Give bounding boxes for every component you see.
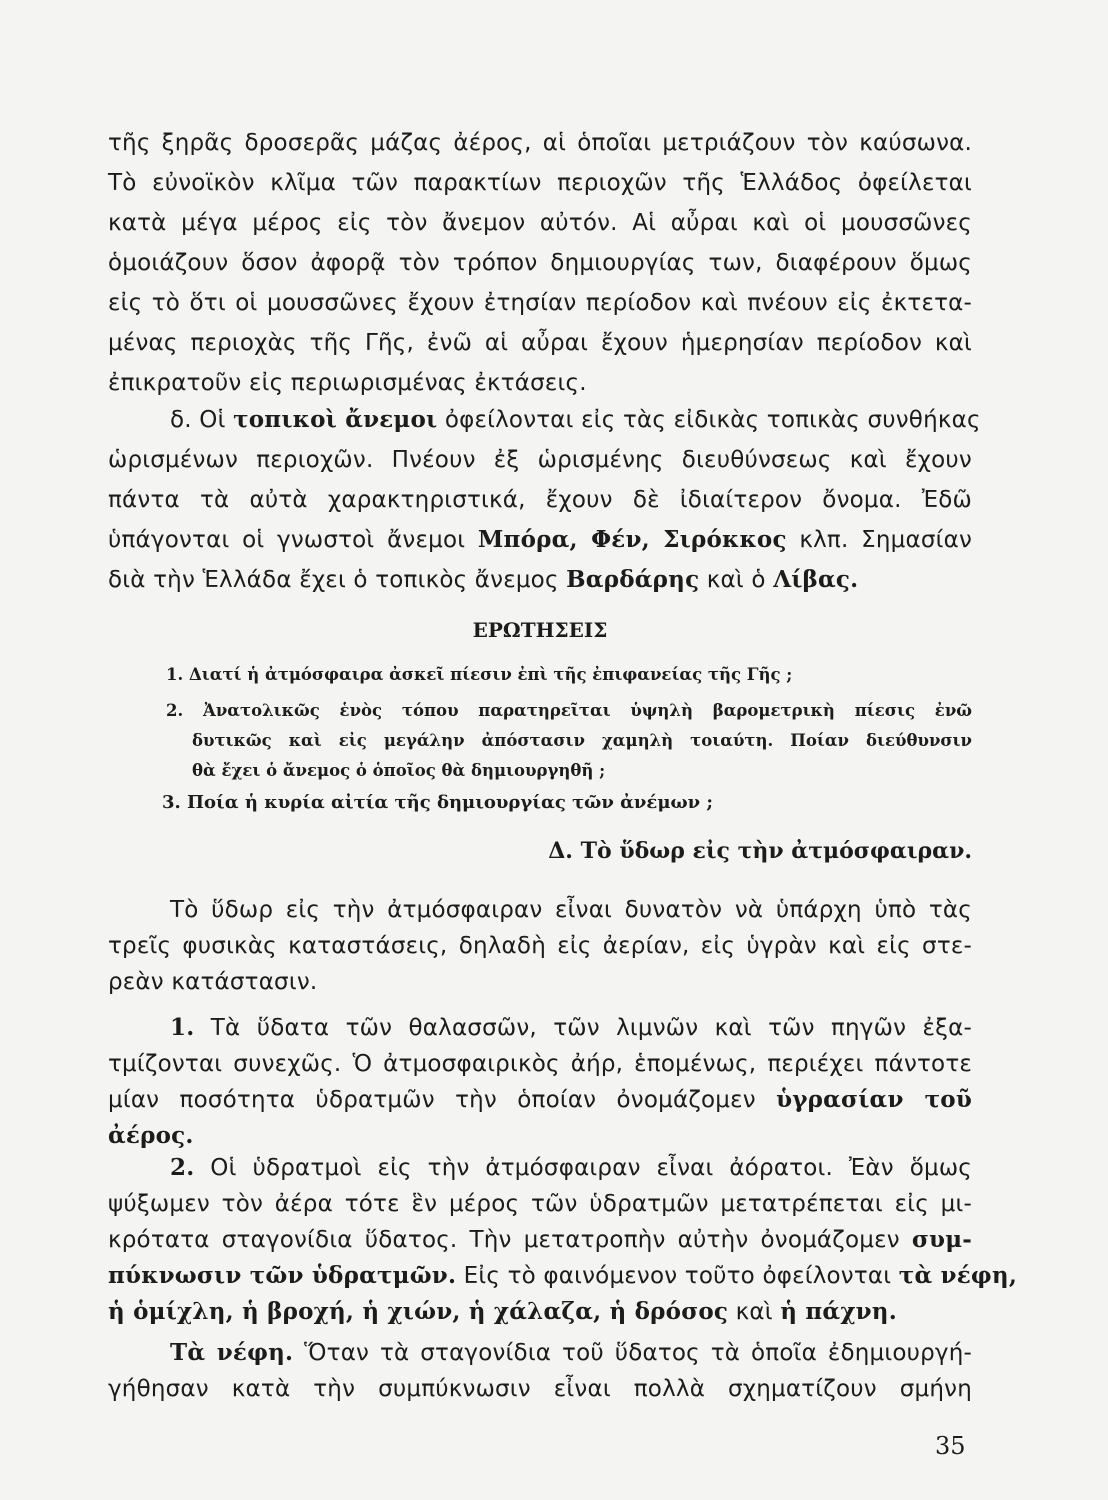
text-run: Οἱ ὑδρατμοὶ εἰς τὴν ἀτμόσφαιραν εἶναι ἀόρατοι. Ἐὰν ὅμως: [194, 1155, 972, 1181]
text-line: [108, 1013, 972, 1043]
bold-term: ἡ πάχνη.: [780, 1298, 897, 1325]
text-run: διὰ τὴν Ἑλλάδα ἔχει ὁ τοπικὸς ἄνεμος: [108, 567, 567, 593]
text-line: ὡρισμένων περιοχῶν. Πνέουν ἐξ ὡρισμένης διευθύνσεως καὶ ἔχουν: [108, 447, 972, 473]
text-run: Τὰ ὕδατα τῶν θαλασσῶν, τῶν λιμνῶν καὶ τῶν πηγῶν ἐξα-: [194, 1015, 972, 1041]
text-run: ὑπάγονται οἱ γνωστοὶ ἄνεμοι: [108, 527, 478, 553]
text-line: Τὸ ὕδωρ εἰς τὴν ἀτμόσφαιραν εἶναι δυνατὸν νὰ ὑπάρχη ὑπὸ τὰς: [170, 897, 972, 923]
section-heading: Δ. Τὸ ὕδωρ εἰς τὴν ἀτμόσφαιραν.: [548, 838, 972, 864]
text-line: ρεὰν κατάστασιν.: [108, 969, 318, 995]
text-line: ἐπικρατοῦν εἰς περιωρισμένας ἐκτάσεις.: [108, 370, 587, 396]
bold-term: Λίβας.: [773, 566, 859, 593]
text-line: τῆς ξηρᾶς δροσερᾶς μάζας ἀέρος, αἱ ὁποῖαι μετριάζουν τὸν καύσωνα.: [108, 130, 972, 156]
text-line: [108, 1297, 972, 1327]
bold-term: Βαρδάρης: [566, 566, 700, 593]
text-run: μίαν ποσότητα ὑδρατμῶν τὴν ὁποίαν ὀνομάζομεν: [108, 1087, 777, 1113]
text-run: Εἰς τὸ φαινόμενον τοῦτο ὀφείλονται: [456, 1263, 899, 1289]
text-line: [108, 1225, 972, 1255]
bold-term: Τὰ νέφη.: [170, 1339, 294, 1366]
question-2-line: δυτικῶς καὶ εἰς μεγάλην ἀπόστασιν χαμηλὴ τοιαύτη. Ποίαν διεύθυνσιν: [192, 731, 972, 750]
text-run: δ. Οἱ: [170, 407, 234, 433]
questions-heading: ΕΡΩΤΗΣΕΙΣ: [472, 618, 608, 642]
text-line: [108, 1085, 972, 1115]
bold-term: Μπόρα, Φέν, Σιρόκκος: [477, 526, 787, 553]
item-number: 2.: [170, 1154, 195, 1181]
text-line: εἰς τὸ ὅτι οἱ μουσσῶνες ἔχουν ἐτησίαν περίοδον καὶ πνέουν εἰς ἐκτετα-: [108, 290, 972, 316]
question-3: 3. Ποία ἡ κυρία αἰτία τῆς δημιουργίας τῶν ἀνέμων ;: [162, 792, 714, 813]
text-run: καὶ: [728, 1299, 781, 1325]
question-2-line: 2. Ἀνατολικῶς ἑνὸς τόπου παρατηρεῖται ὑψηλὴ βαρομετρικὴ πίεσις ἐνῶ: [166, 701, 972, 720]
bold-term: ἡ ὁμίχλη, ἡ βροχή, ἡ χιών, ἡ χάλαζα, ἡ δρόσος: [108, 1298, 729, 1325]
text-line: ἀέρος.: [108, 1122, 194, 1149]
text-line: γήθησαν κατὰ τὴν συμπύκνωσιν εἶναι πολλὰ σχηματίζουν σμήνη: [108, 1376, 972, 1402]
question-2-line: θὰ ἔχει ὁ ἄνεμος ὁ ὁποῖος θὰ δημιουργηθῆ ;: [192, 761, 606, 780]
text-line: τμίζονται συνεχῶς. Ὁ ἀτμοσφαιρικὸς ἀήρ, ἑπομένως, περιέχει πάντοτε: [108, 1051, 972, 1077]
text-line: τρεῖς φυσικὰς καταστάσεις, δηλαδὴ εἰς ἀερίαν, εἰς ὑγρὰν καὶ εἰς στε-: [108, 933, 972, 959]
question-1: 1. Διατί ἡ ἀτμόσφαιρα ἀσκεῖ πίεσιν ἐπὶ τῆς ἐπιφανείας τῆς Γῆς ;: [166, 665, 793, 684]
text-line: κατὰ μέγα μέρος εἰς τὸν ἄνεμον αὐτόν. Αἱ αὖραι καὶ οἱ μουσσῶνες: [108, 210, 972, 236]
text-run: ὀφείλονται εἰς τὰς εἰδικὰς τοπικὰς συνθήκας: [437, 407, 981, 433]
text-line: ψύξωμεν τὸν ἀέρα τότε ἓν μέρος τῶν ὑδρατμῶν μετατρέπεται εἰς μι-: [108, 1191, 972, 1217]
text-line: ὁμοιάζουν ὅσον ἀφορᾷ τὸν τρόπον δημιουργίας των, διαφέρουν ὅμως: [108, 250, 972, 276]
bold-term: τὰ νέφη,: [898, 1262, 1018, 1289]
text-line: [108, 1338, 972, 1368]
text-line: μένας περιοχὰς τῆς Γῆς, ἐνῶ αἱ αὖραι ἔχουν ἡμερησίαν περίοδον καὶ: [108, 330, 972, 356]
bold-term: πύκνωσιν τῶν ὑδρατμῶν.: [108, 1262, 457, 1289]
text-line: πάντα τὰ αὐτὰ χαρακτηριστικά, ἔχουν δὲ ἰδιαίτερον ὄνομα. Ἐδῶ: [108, 487, 972, 513]
text-run: καὶ ὁ: [699, 567, 774, 593]
text-line: Τὸ εὐνοϊκὸν κλῖμα τῶν παρακτίων περιοχῶν τῆς Ἑλλάδος ὀφείλεται: [108, 170, 972, 196]
text-line: [108, 405, 981, 435]
page-number: 35: [935, 1432, 966, 1460]
text-line: [108, 1261, 1018, 1291]
text-run: κλπ. Σημασίαν: [786, 527, 972, 553]
bold-term: ὑγρασίαν τοῦ: [776, 1086, 972, 1113]
text-line: [108, 1153, 972, 1183]
text-run: Ὅταν τὰ σταγονίδια τοῦ ὕδατος τὰ ὁποῖα ἐδημιουργή-: [293, 1340, 972, 1366]
text-run: κρότατα σταγονίδια ὕδατος. Τὴν μετατροπὴν αὐτὴν ὀνομάζομεν: [108, 1227, 912, 1253]
text-line: [108, 565, 972, 595]
bold-term: συμ-: [911, 1226, 972, 1253]
text-line: [108, 525, 972, 555]
bold-term: τοπικοὶ ἄνεμοι: [233, 406, 438, 433]
item-number: 1.: [170, 1014, 195, 1041]
